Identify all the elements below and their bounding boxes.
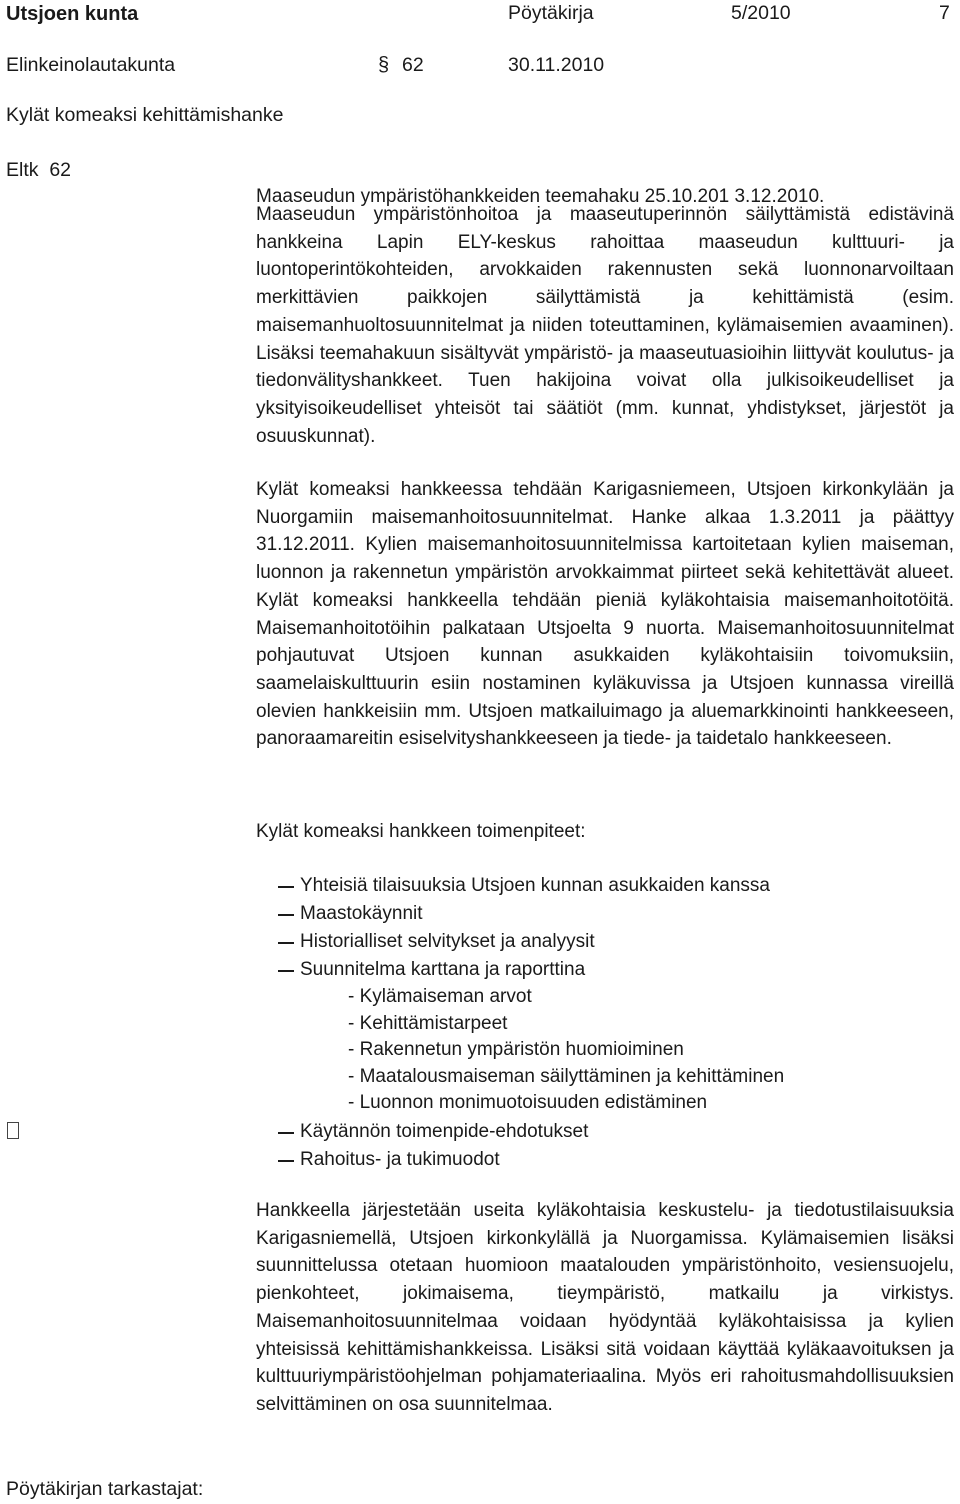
section-icon: § [378,54,390,76]
document-type: Pöytäkirja [508,2,594,24]
paragraph-text: Maaseudun ympäristönhoitoa ja maaseutuperinnön säilyttämistä edistävinä hankkeina Lapin ELY-keskus rahoittaa maaseudun kulttuuri- ja luontoperintökohteiden, arvokkaiden rakennusten sekä luonnonarvoiltaan merkittävien paikkojen säilyttämistä ja kehittämistä (esim. maisemanhuoltosuunnitelmat ja niiden toteuttaminen, kylämaisemien avaaminen). Lisäksi teemahakuun sisältyvät ympäristö- ja maaseutuasioihin liittyvät koulutus- ja tiedonvälityshankkeet. Tuen hakijoina voivat olla julkisoikeudelliset ja yksityisoikeudelliset yhteisöt tai säätiöt (mm. kunnat, yhdistykset, järjestöt ja osuuskunnat). [256,204,954,447]
paragraph-text: Hankkeella järjestetään useita kyläkohtaisia keskustelu- ja tiedotustilaisuuksia Karigasniemellä, Utsjoen kirkonkylällä ja Nuorgamissa. Kylämaisemien lisäksi suunnittelussa otetaan huomioon maatalouden ympäristönhoito, vesiensuojelu, pienkohteet, jokimaisema, tieympäristö, matkailu ja virkistys. Maisemanhoitosuunnitelmaa voidaan hyödyntää kyläkohtaisissa ja kylien yhteisissä kehittämishankkeissa. Lisäksi sitä voidaan käyttää kyläkaavoituksen ja kulttuuriympäristöohjelman pohjamateriaalina. Myös eri rahoitusmahdollisuuksien selvittäminen on osa suunnitelmaa. [256,1200,954,1415]
list-item: Rahoitus- ja tukimuodot [256,1150,500,1169]
list-subitem: - Maatalousmaiseman säilyttäminen ja kehittäminen [348,1066,785,1087]
margin-box-icon [7,1122,19,1139]
list-item: Historialliset selvitykset ja analyysit [256,932,595,951]
list-subitem: - Rakennetun ympäristön huomioiminen [348,1039,684,1060]
document-number: 5/2010 [731,2,791,24]
page-number: 7 [939,2,950,24]
list-item: Käytännön toimenpide-ehdotukset [256,1122,588,1141]
paragraph-text: Kylät komeaksi hankkeessa tehdään Karigasniemeen, Utsjoen kirkonkylään ja Nuorgamiin maisemanhoitosuunnitelmat. Hanke alkaa 1.3.2011 ja päättyy 31.12.2011. Kylien maisemanhoitosuunnitelmissa kartoitetaan kylien maiseman, luonnon ja rakennetun ympäristön arvokkaimmat piirteet sekä kehitettävät alueet. Kylät komeaksi hankkeella tehdään pieniä kyläkohtaisia maisemanhoitotöitä. Maisemanhoitotöihin palkataan Utsjoelta 9 nuorta. Maisemanhoitosuunnitelmat pohjautuvat Utsjoen kunnan asukkaiden kyläkohtaisiin toivomuksiin, saamelaiskulttuurin esiin nostaminen kyläkuvissa ja Utsjoen kunnassa vireillä olevien hankkeisiin mm. Utsjoen matkailuimago ja aluemarkkinointi hankkeeseen, panoraamareitin esiselvityshankkeeseen ja tiede- ja taidetalo hankkeeseen. [256,479,954,750]
list-item: Yhteisiä tilaisuuksia Utsjoen kunnan asukkaiden kanssa [256,876,770,895]
municipality-name: Utsjoen kunta [6,3,139,25]
list-subitem: - Kehittämistarpeet [348,1013,508,1034]
paragraph-project [256,476,954,753]
item-reference: Eltk 62 [6,159,72,181]
list-subitem: - Luonnon monimuotoisuuden edistäminen [348,1092,708,1113]
reviewers-label: Pöytäkirjan tarkastajat: [6,1478,204,1500]
list-subitem: - Kylämaiseman arvot [348,986,532,1007]
meeting-date: 30.11.2010 [508,54,605,76]
actions-heading: Kylät komeaksi hankkeen toimenpiteet: [256,821,586,842]
paragraph-meetings [256,1197,954,1419]
item-title: Kylät komeaksi kehittämishanke [6,104,284,126]
section-number: 62 [402,54,424,76]
list-item: Maastokäynnit [256,904,423,923]
committee-name: Elinkeinolautakunta [6,54,176,76]
item-subtitle: Maaseudun ympäristöhankkeiden teemahaku 25.10.201 3.12.2010. [256,186,825,207]
paragraph-funding [256,201,954,450]
list-item: Suunnitelma karttana ja raporttina [256,960,585,979]
